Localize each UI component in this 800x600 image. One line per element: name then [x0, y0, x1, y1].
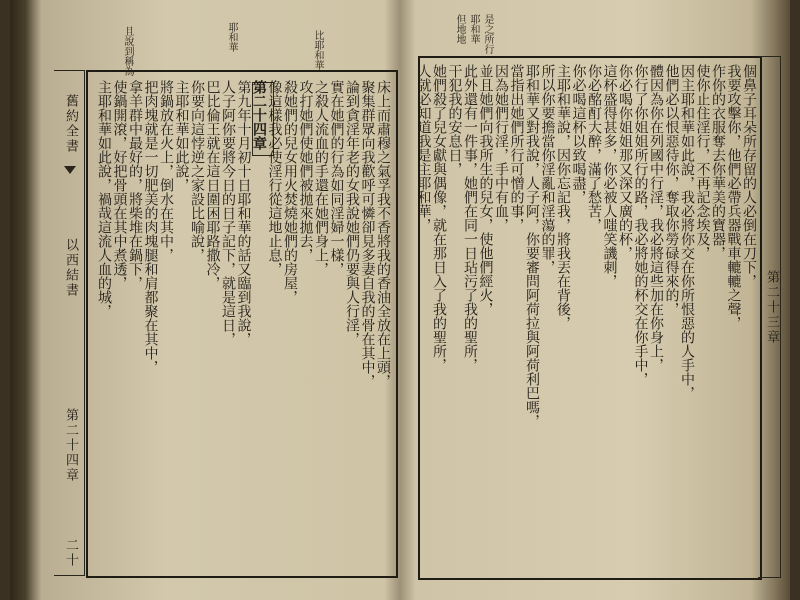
text-column: 當指出她們所行可憎的事，: [508, 64, 525, 232]
text-column: 耶和華又對我說，人子阿，你要審問阿荷拉與阿荷利巴嗎，: [524, 64, 540, 428]
text-column: 你必喝這杯以致喝盡，: [570, 64, 587, 204]
right-text-body: [415, 64, 757, 570]
text-column: 第九年十月初十日耶和華的話又臨到我說，: [235, 80, 252, 346]
book-name: 以西結書: [63, 238, 78, 298]
text-column: 論到貪淫年老的女我說她們仍要與人行淫，: [344, 80, 360, 346]
text-column: 她們殺了兒女獻與偶像，就在那日入了我的聖所，: [431, 64, 447, 372]
text-column: 聚集群眾向我歡呼可憐卻見多妻自我的骨在其中，: [359, 80, 376, 388]
margin-note: 是之所行: [482, 14, 493, 54]
text-column: 之殺人流血的手還在她們身上，: [313, 80, 329, 276]
text-column: 體因為你在列國中行淫，我必將這些加在你身上，: [648, 64, 664, 372]
text-column: 你必酩酊大醉，滿了愁苦，: [586, 64, 602, 232]
margin-note: 且說到稱為: [122, 26, 133, 76]
text-column: 人就必知道我是主耶和華，: [415, 64, 432, 232]
text-column: 主耶和華如此說，: [173, 80, 190, 192]
text-column: 你行了你姐姐所行的路，我必將她的杯交在你手中，: [632, 64, 649, 386]
text-column: 使鍋開滾，好把骨頭在其中煮透，: [111, 80, 128, 290]
chapter-label: 第二十四章: [63, 408, 78, 483]
text-column: 這杯盛得甚多，你必被人嗤笑譏刺，: [601, 64, 618, 288]
text-column: 因為她們行淫，手中有血，: [493, 64, 509, 232]
text-column: 巴比倫王就在這日圍困耶路撒冷，: [204, 80, 221, 290]
left-text-body: [92, 80, 390, 568]
text-column: 所以你要擔當你淫亂和淫蕩的罪，: [539, 64, 556, 274]
text-column: 我要攻擊你，他們必帶兵器戰車轆轆之聲，: [725, 64, 742, 330]
text-column: 因主耶和華如此說，我必將你交在你所恨惡的人手中，: [679, 64, 695, 400]
text-column: 主耶和華說，因你忘記我，將我丟在背後，: [555, 64, 571, 330]
chapter-heading: 第二十四章: [251, 80, 267, 150]
text-column: 像這樣我必使淫行從這地止息，: [266, 80, 283, 276]
text-column: 個鼻子耳朵所存留的人必倒在刀下，: [741, 64, 757, 288]
text-column: 攻打她們使她們被拋來拋去，: [297, 80, 314, 262]
text-column: 干犯我的安息日，: [446, 64, 463, 176]
text-column: 床上而肅穆之氣孚我不香將我的香油全放在上頭，: [375, 80, 391, 388]
text-column: 殺她們的兒女用火焚燒她們的房屋，: [282, 80, 298, 304]
text-column: 實在她們的行為如同淫婦一樣，: [328, 80, 345, 276]
margin-note: 耶和華: [226, 22, 237, 52]
text-column: 你要向這悖逆之家設比喻說，: [189, 80, 205, 262]
margin-note: 比耶和華: [312, 30, 323, 70]
margin-note: 耶和華: [468, 14, 479, 44]
running-title: 舊約全書: [63, 94, 78, 154]
fold-mark: [64, 166, 76, 174]
text-column: 人子阿你要將今日的日子記下，就是這日，: [220, 80, 236, 346]
left-page: [50, 0, 402, 600]
page-number: 二十: [63, 538, 78, 568]
margin-note: 但地地: [454, 14, 465, 44]
text-column: 拿羊群中最好的，將柴堆在鍋下，: [127, 80, 143, 290]
chapter-label: 第二十三章: [764, 270, 779, 345]
text-column: 把肉塊就是一切肥美的肉塊腿和肩都聚在其中，: [142, 80, 159, 374]
text-column: 使你止住淫行，不再記念埃及，: [694, 64, 711, 260]
text-column: 此外還有一件事，她們在同一日玷污了我的聖所，: [462, 64, 478, 372]
right-page: [414, 0, 786, 600]
open-book: [10, 0, 790, 600]
text-column: 主耶和華如此說，禍哉這流人血的城，: [96, 80, 112, 318]
text-column: 他們必以恨惡待你，奪取你勞碌得來的，: [663, 64, 680, 316]
text-column: 你必喝你姐姐那又深又廣的杯，: [617, 64, 633, 260]
text-column: 將鍋放在火上，倒水在其中，: [158, 80, 174, 262]
text-column: 並且她們向我所生的兒女，使他們經火，: [477, 64, 494, 316]
text-column: 作你的衣服奪去你華美的寶器，: [710, 64, 726, 260]
